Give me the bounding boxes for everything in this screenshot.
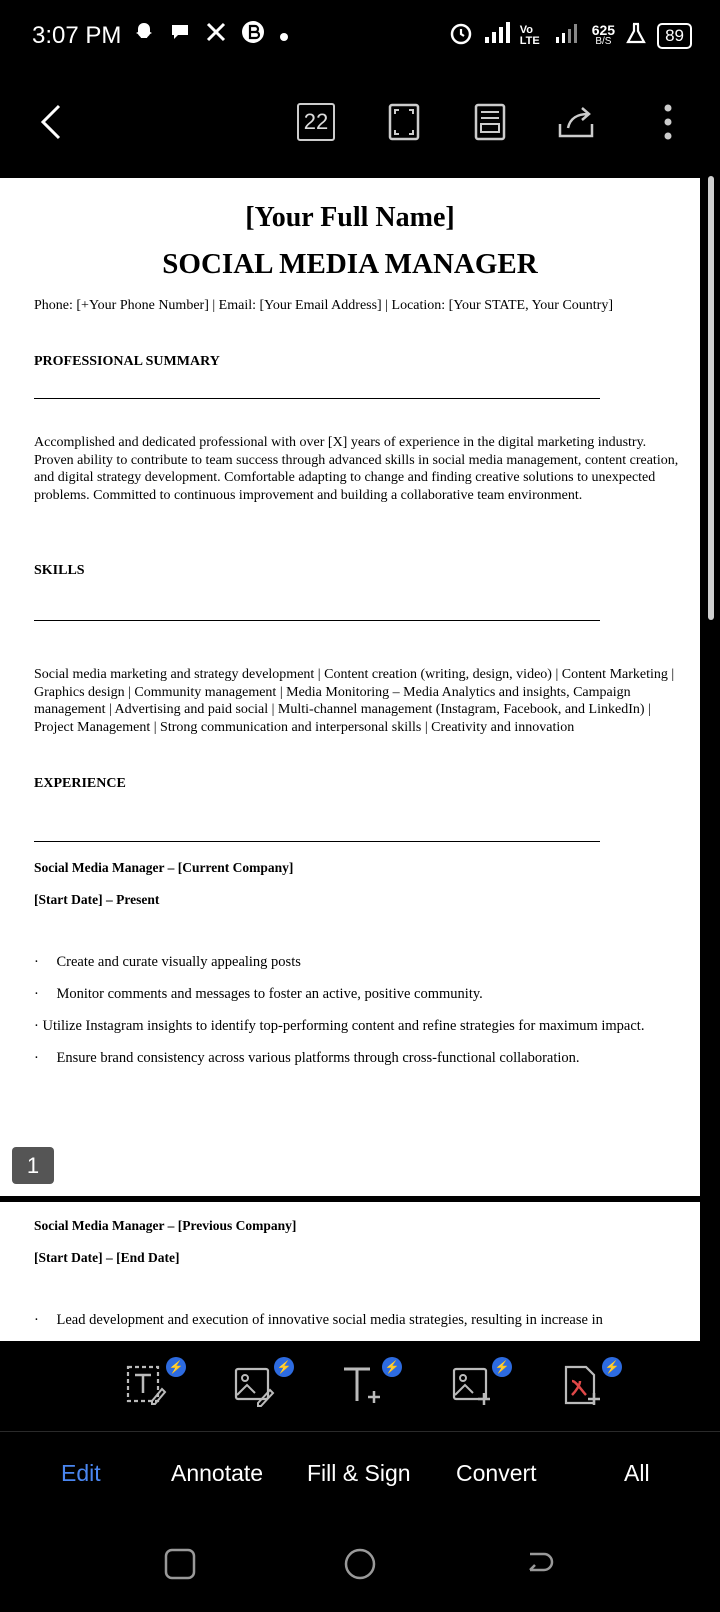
list-item: · Monitor comments and messages to foster an active, positive community. (34, 986, 483, 1002)
premium-bolt-icon: ⚡ (602, 1357, 622, 1377)
battery-indicator: 89 (657, 23, 692, 49)
page-divider (0, 1196, 720, 1202)
resume-name: [Your Full Name] (245, 202, 455, 233)
edit-tools-row (0, 1341, 720, 1431)
status-bar (0, 0, 720, 72)
chevron-left-icon (37, 102, 67, 142)
notification-icons (133, 20, 289, 50)
list-item: · Ensure brand consistency across various platforms through cross-functional collaboration. (34, 1050, 580, 1066)
edit-image-icon (232, 1363, 276, 1407)
chat-icon (169, 21, 191, 49)
more-options-button[interactable] (644, 98, 692, 146)
recents-button[interactable] (160, 1544, 200, 1584)
network-label: Vo LTE (519, 23, 540, 47)
tab-all[interactable]: All (624, 1460, 650, 1486)
flask-icon (625, 22, 647, 49)
add-image-icon (450, 1363, 494, 1407)
pdf-tool[interactable] (560, 1360, 620, 1411)
status-time: 3:07 PM (32, 22, 122, 49)
circle-icon (340, 1544, 380, 1584)
document-page-1 (0, 178, 700, 1196)
page-count-button[interactable] (292, 98, 340, 146)
document-toolbar (0, 72, 720, 172)
fullscreen-icon (387, 102, 421, 142)
job1-title: Social Media Manager – [Current Company] (34, 860, 294, 875)
premium-bolt-icon: ⚡ (274, 1357, 294, 1377)
speed-indicator (591, 21, 616, 48)
document-view[interactable] (0, 178, 700, 1341)
square-icon (160, 1544, 200, 1584)
home-button[interactable] (340, 1544, 380, 1584)
back-arrow-icon (520, 1544, 560, 1584)
page-count-badge: 22 (297, 103, 335, 141)
tab-edit[interactable]: Edit (61, 1460, 101, 1486)
dot-icon (279, 22, 289, 48)
back-nav-button[interactable] (520, 1544, 560, 1584)
pdf-file-icon (560, 1363, 604, 1407)
add-text-tool[interactable] (340, 1360, 400, 1411)
premium-bolt-icon: ⚡ (492, 1357, 512, 1377)
experience-heading: EXPERIENCE (34, 776, 126, 791)
job1-dates: [Start Date] – Present (34, 892, 160, 907)
b-badge-icon (241, 20, 265, 50)
scrollbar[interactable] (708, 176, 714, 620)
skills-text: Social media marketing and strategy development | Content creation (writing, design, video) | Content Marketing | Graphics design | Community management | Media Monitoring – Media Analytics and insights, Campaign management | Advertising and paid social | Multi-channel management (Instagram, Facebook, and LinkedIn) | Project Management | Strong communication and interpersonal skills | Creativity and innovation (34, 667, 675, 735)
resume-title: SOCIAL MEDIA MANAGER (162, 248, 538, 280)
list-item: · Utilize Instagram insights to identify top-performing content and refine strategies for maximum impact. (34, 1018, 645, 1034)
snapchat-icon (133, 21, 155, 49)
edit-image-tool[interactable] (232, 1360, 292, 1411)
share-button[interactable] (552, 98, 600, 146)
job2-title: Social Media Manager – [Previous Company] (34, 1218, 297, 1233)
divider-line (34, 398, 600, 399)
add-image-tool[interactable] (450, 1360, 510, 1411)
back-button[interactable] (28, 98, 76, 146)
speed-value: 625 (591, 21, 616, 38)
reading-mode-button[interactable] (466, 98, 514, 146)
speed-unit: B/S (595, 35, 612, 47)
contact-line: Phone: [+Your Phone Number] | Email: [Your Email Address] | Location: [Your STATE, Your Country] (34, 298, 613, 313)
list-item: · Create and curate visually appealing posts (34, 954, 301, 970)
tab-annotate[interactable]: Annotate (171, 1460, 264, 1486)
edit-text-icon (124, 1363, 168, 1407)
divider-line (34, 620, 600, 621)
premium-bolt-icon: ⚡ (382, 1357, 402, 1377)
document-page-2 (0, 1202, 700, 1341)
add-text-icon (340, 1363, 384, 1407)
page-indicator: 1 (12, 1147, 54, 1184)
system-icons (448, 20, 692, 51)
signal-icon (484, 22, 510, 49)
share-icon (556, 102, 596, 142)
job2-dates: [Start Date] – [End Date] (34, 1250, 180, 1265)
reading-mode-icon (473, 102, 507, 142)
fullscreen-button[interactable] (380, 98, 428, 146)
premium-bolt-icon: ⚡ (166, 1357, 186, 1377)
system-nav-bar (0, 1520, 720, 1612)
divider-line (34, 841, 600, 842)
more-vertical-icon (662, 102, 674, 142)
tab-fill-sign[interactable]: Fill & Sign (307, 1460, 411, 1486)
alarm-icon (448, 20, 474, 51)
summary-text: Accomplished and dedicated professional with over [X] years of experience in the digital marketing industry. Proven ability to contribute to team success through advanced skills in social media management, content creation, and digital strategy development. Comfortable adapting to change and finding creative solutions to unexpected problems. Committed to continuous improvement and building a collaborative team environment. (34, 435, 679, 503)
x-icon (205, 21, 227, 49)
edit-text-tool[interactable] (124, 1360, 184, 1411)
signal-2-icon (552, 22, 582, 49)
skills-heading: SKILLS (34, 563, 85, 578)
tab-convert[interactable]: Convert (456, 1460, 537, 1486)
bottom-tab-bar (0, 1432, 720, 1520)
summary-heading: PROFESSIONAL SUMMARY (34, 354, 220, 369)
list-item: · Lead development and execution of innovative social media strategies, resulting in increase in (34, 1312, 603, 1328)
